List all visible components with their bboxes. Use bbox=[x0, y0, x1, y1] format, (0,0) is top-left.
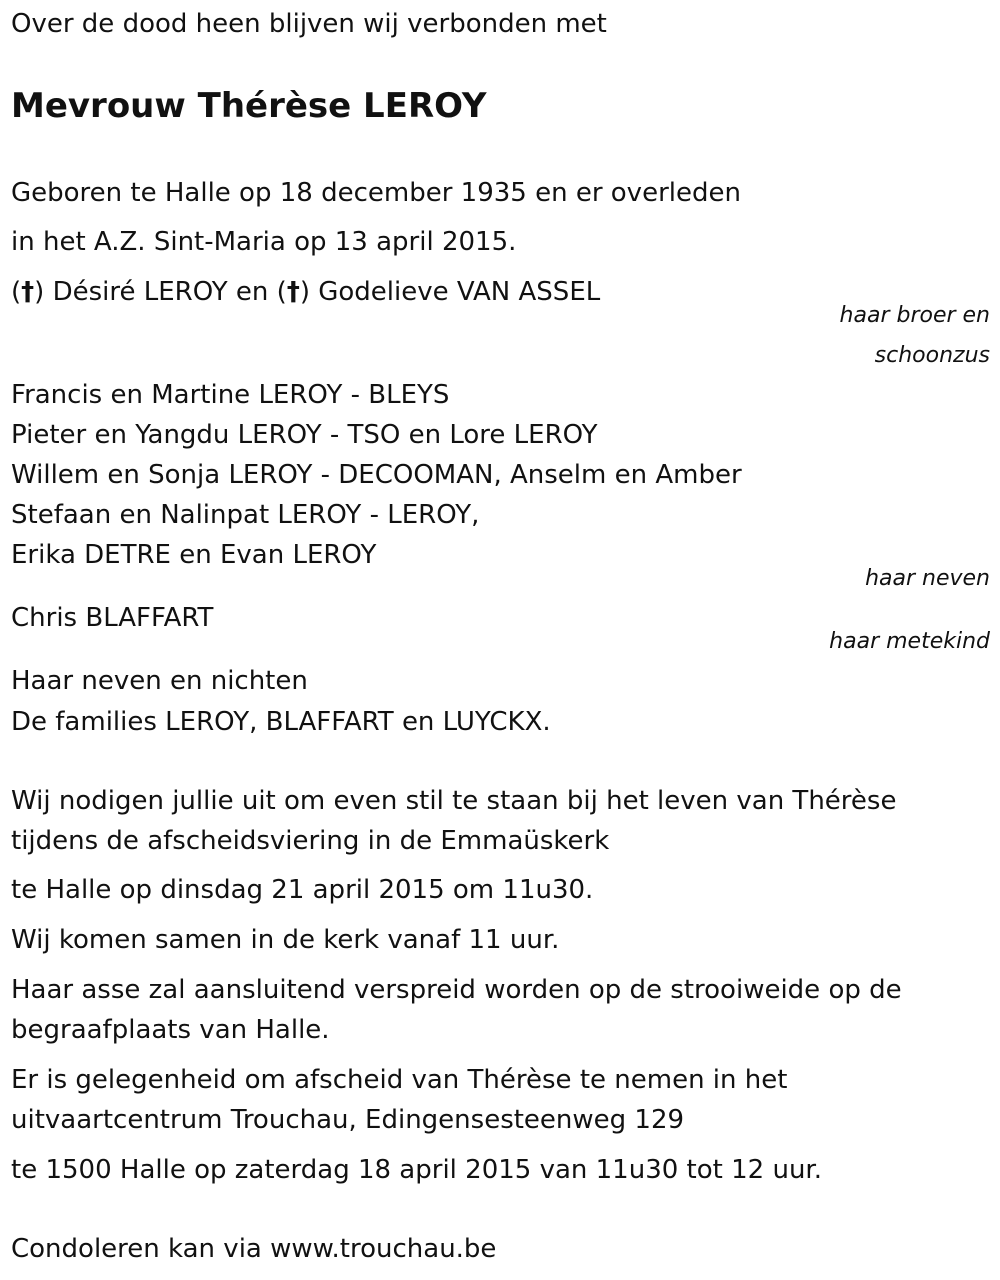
condolence-line: Condoleren kan via www.trouchau.be bbox=[11, 1234, 497, 1264]
cross-icon: † bbox=[21, 277, 35, 307]
parents-joiner: en bbox=[235, 277, 269, 307]
family-neven-line-5: Erika DETRE en Evan LEROY bbox=[11, 540, 377, 570]
ashes-line-2: begraafplaats van Halle. bbox=[11, 1015, 330, 1045]
nichten-line: Haar neven en nichten bbox=[11, 666, 308, 696]
relation-metekind: haar metekind bbox=[829, 629, 990, 654]
ceremony-date: te Halle op dinsdag 21 april 2015 om 11u30. bbox=[11, 875, 594, 905]
family-neven-line-2: Pieter en Yangdu LEROY - TSO en Lore LEROY bbox=[11, 420, 598, 450]
mother-name: Godelieve VAN ASSEL bbox=[318, 277, 601, 307]
family-neven-line-4: Stefaan en Nalinpat LEROY - LEROY, bbox=[11, 500, 480, 530]
farewell-line-1: Er is gelegenheid om afscheid van Thérèse te nemen in het bbox=[11, 1065, 788, 1095]
cross-icon: † bbox=[286, 277, 300, 307]
father-name: Désiré LEROY bbox=[52, 277, 228, 307]
invite-line-2: tijdens de afscheidsviering in de Emmaüskerk bbox=[11, 826, 610, 856]
invite-line-1: Wij nodigen jullie uit om even stil te staan bij het leven van Thérèse bbox=[11, 786, 897, 816]
relation-broer-line-2: schoonzus bbox=[874, 343, 990, 368]
family-neven-line-1: Francis en Martine LEROY - BLEYS bbox=[11, 380, 450, 410]
family-neven-line-3: Willem en Sonja LEROY - DECOOMAN, Anselm en Amber bbox=[11, 460, 742, 490]
metekind-name: Chris BLAFFART bbox=[11, 603, 214, 633]
parents-line: (†) Désiré LEROY en (†) Godelieve VAN ASSEL bbox=[11, 277, 601, 307]
birth-line-1: Geboren te Halle op 18 december 1935 en er overleden bbox=[11, 178, 741, 208]
birth-line-2: in het A.Z. Sint-Maria op 13 april 2015. bbox=[11, 227, 517, 257]
gather-line: Wij komen samen in de kerk vanaf 11 uur. bbox=[11, 925, 560, 955]
farewell-line-2: uitvaartcentrum Trouchau, Edingensesteenweg 129 bbox=[11, 1105, 685, 1135]
intro-text: Over de dood heen blijven wij verbonden met bbox=[11, 9, 607, 39]
families-line: De families LEROY, BLAFFART en LUYCKX. bbox=[11, 707, 551, 737]
deceased-name: Mevrouw Thérèse LEROY bbox=[11, 86, 487, 126]
relation-broer-line-1: haar broer en bbox=[839, 303, 990, 328]
ashes-line-1: Haar asse zal aansluitend verspreid worden op de strooiweide op de bbox=[11, 975, 902, 1005]
relation-neven: haar neven bbox=[865, 566, 990, 591]
farewell-line-3: te 1500 Halle op zaterdag 18 april 2015 van 11u30 tot 12 uur. bbox=[11, 1155, 822, 1185]
